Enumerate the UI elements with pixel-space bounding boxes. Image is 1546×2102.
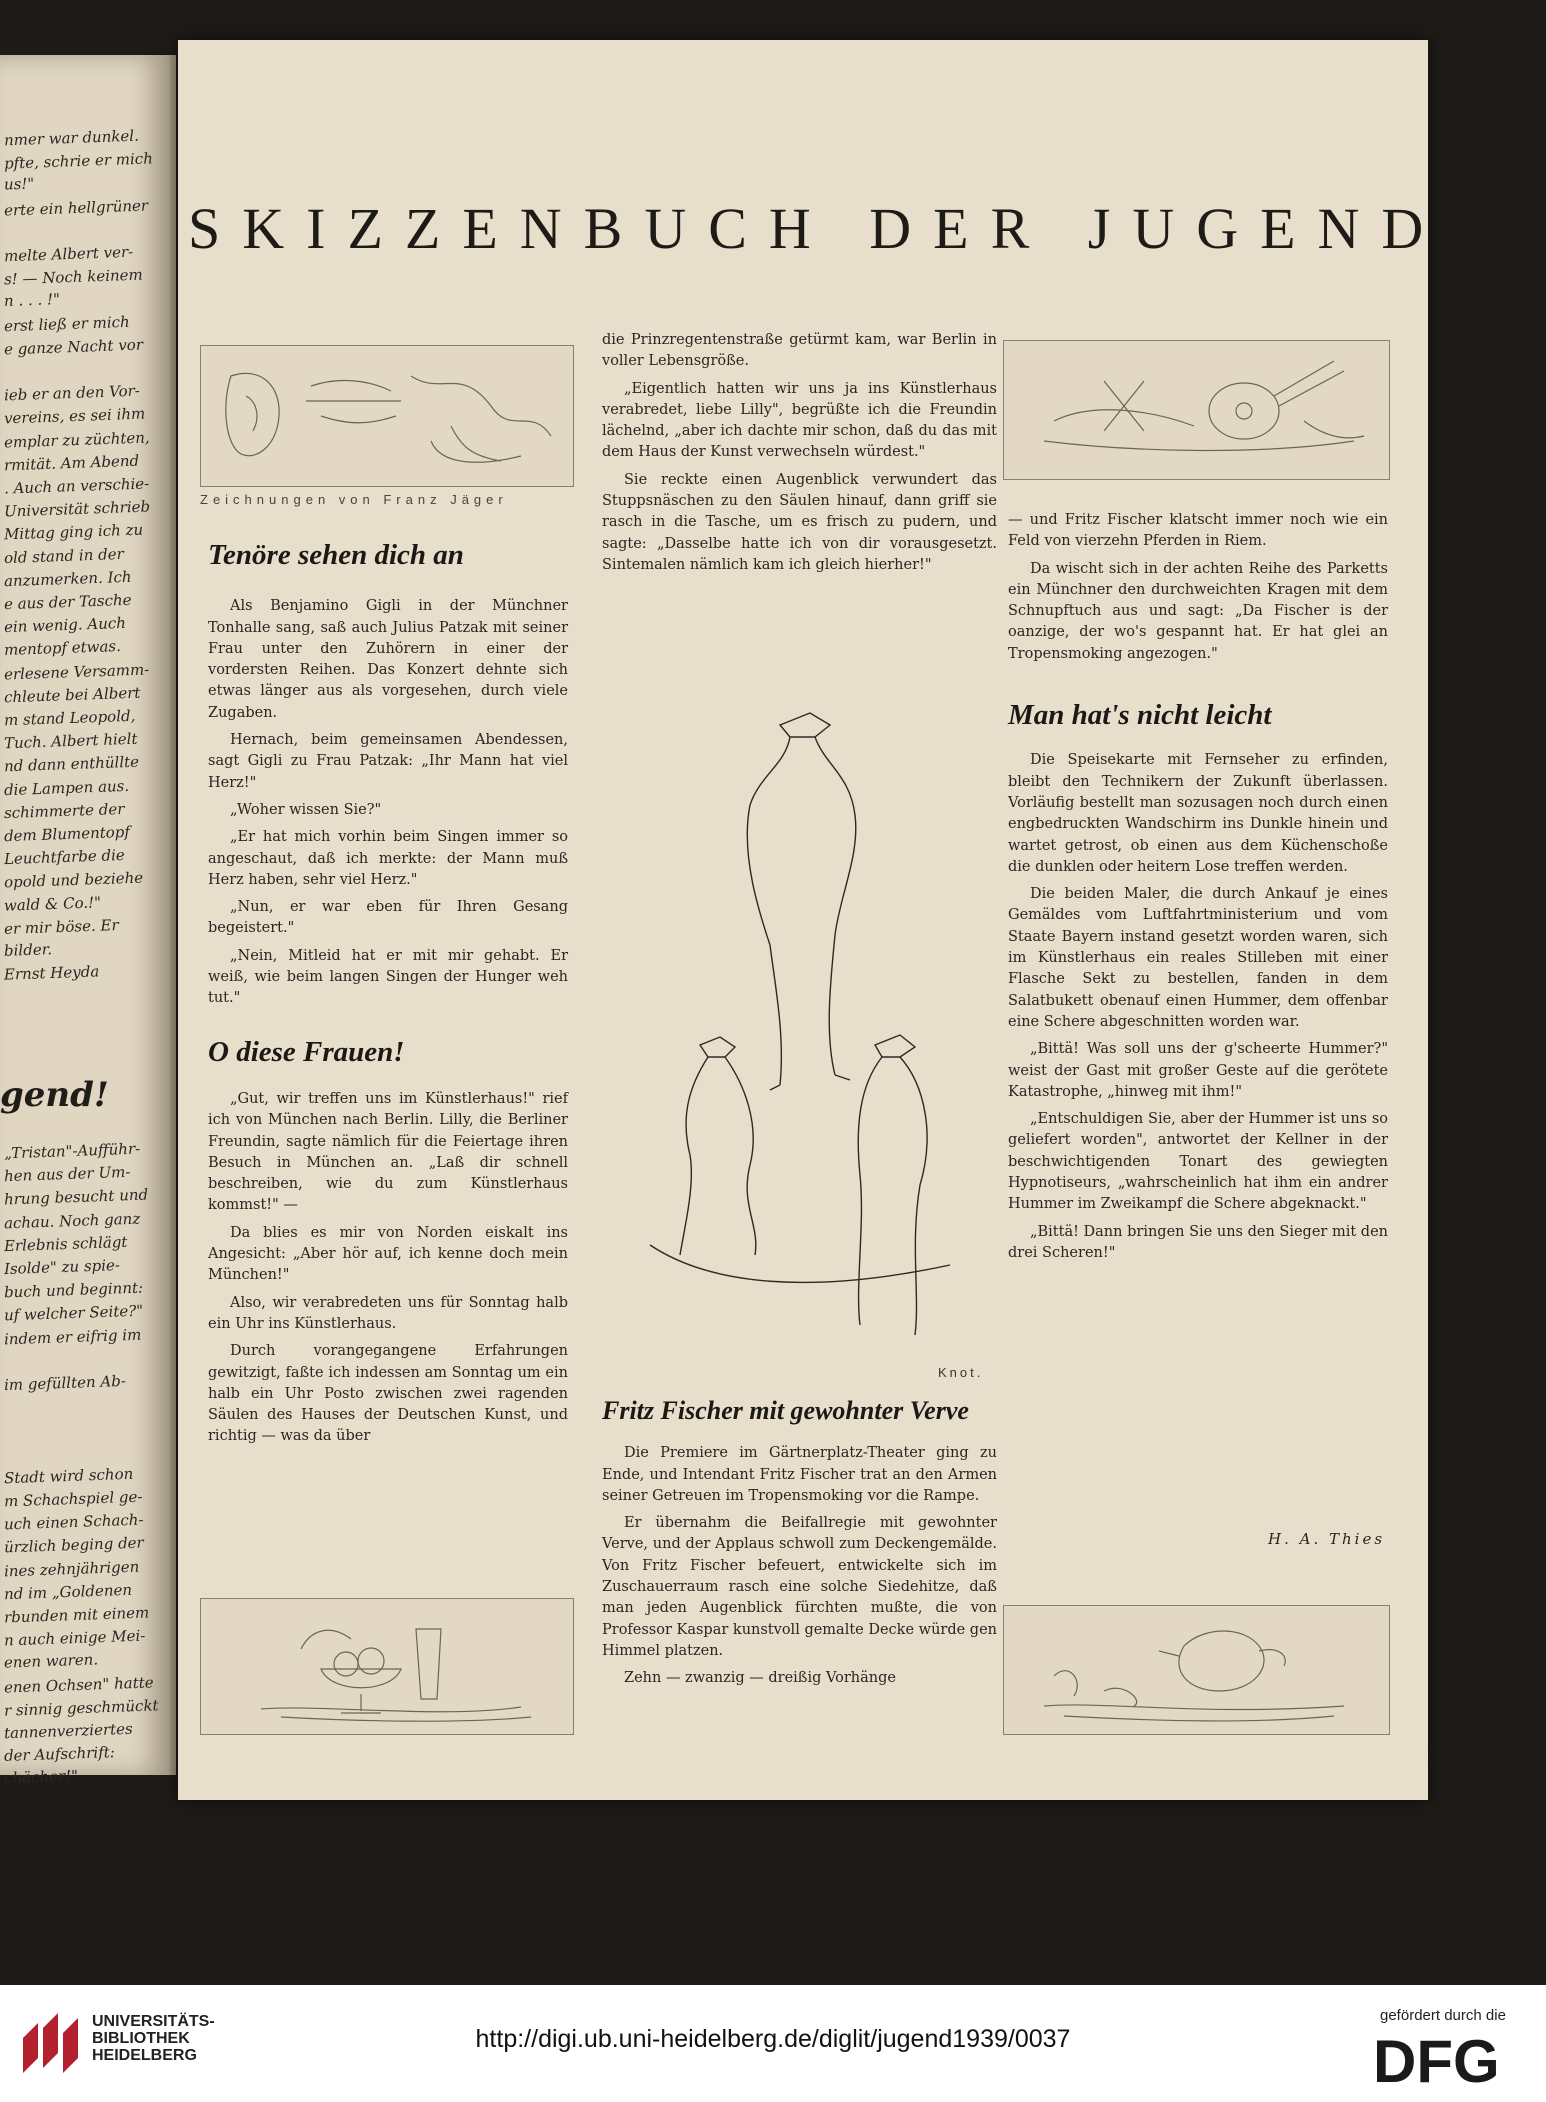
left-page-line: s! — Noch keinem bbox=[3, 265, 144, 289]
sketch-still-life-lute-illustration bbox=[1003, 340, 1390, 480]
paragraph: Als Benjamino Gigli in der Münchner Tonhalle sang, saß auch Julius Patzak mit seiner Frau unter den Zuhörern in einer der vordersten Reihen. Das Konzert dehnte sich etwas länger aus als vorgesehen, durch viele Zugaben. bbox=[208, 598, 568, 721]
left-page-line: ines zehnjährigen bbox=[3, 1557, 140, 1580]
sketch-drawing bbox=[1004, 1606, 1389, 1734]
left-page-line: old stand in der bbox=[3, 544, 125, 567]
paragraph: die Prinzregentenstraße getürmt kam, war Berlin in voller Lebensgröße. bbox=[602, 332, 997, 370]
left-page-line: uf welcher Seite?" bbox=[3, 1301, 144, 1325]
left-page-line: e aus der Tasche bbox=[3, 590, 132, 614]
left-page-line: mentopf etwas. bbox=[3, 637, 122, 660]
paragraph: Er übernahm die Beifallregie mit gewohnter Verve, und der Applaus schwoll zum Deckengemälde. Von Fritz Fischer befeuert, entwickelte sich im Zuschauerraum rasch eine solche Siedehitze, daß man jeden Augenblick fürchten mußte, die von Professor Kaspar kunstvoll gemalte Decke würde gen Himmel platzen. bbox=[602, 1515, 998, 1659]
paragraph: Die Premiere im Gärtnerplatz-Theater ging zu Ende, und Intendant Fritz Fischer trat an den Armen seiner Getreuen im Tropensmoking vor die Rampe. bbox=[602, 1445, 997, 1504]
illustration-credit: Zeichnungen von Franz Jäger bbox=[200, 492, 508, 507]
left-page-line: „Tristan"-Aufführ- bbox=[3, 1139, 141, 1163]
left-page-line: wald & Co.!" bbox=[3, 892, 102, 915]
paragraph: Hernach, beim gemeinsamen Abendessen, sagt Gigli zu Frau Patzak: „Ihr Mann hat viel Herz!" bbox=[208, 732, 568, 791]
left-page-fragment bbox=[0, 55, 176, 1788]
left-page-line: us!" bbox=[3, 174, 35, 194]
paragraph: Da blies es mir von Norden eiskalt ins Angesicht: „Aber hör auf, ich kenne doch mein München!" bbox=[208, 1224, 568, 1284]
left-page-line: rbunden mit einem bbox=[3, 1603, 150, 1627]
left-page-line: Universität schrieb bbox=[3, 497, 151, 521]
left-page-line: n auch einige Mei- bbox=[3, 1626, 146, 1650]
paragraph: „Nein, Mitleid hat er mit mir gehabt. Er weiß, wie beim langen Singen der Hunger weh tut." bbox=[208, 947, 568, 1007]
funding-label: gefördert durch die bbox=[1380, 2007, 1506, 2024]
paragraph: Zehn — zwanzig — dreißig Vorhänge bbox=[624, 1670, 896, 1687]
left-page-line: chächer!" bbox=[3, 1767, 79, 1788]
heading-frauen: O diese Frauen! bbox=[208, 1035, 405, 1068]
left-page-line: Ernst Heyda bbox=[3, 962, 100, 984]
left-page-line: Stadt wird schon bbox=[3, 1464, 134, 1488]
left-page-line: e ganze Nacht vor bbox=[3, 335, 144, 359]
heading-tenoere: Tenöre sehen dich an bbox=[208, 539, 464, 571]
library-name-line: UNIVERSITÄTS- bbox=[92, 2013, 215, 2030]
paragraph: „Entschuldigen Sie, aber der Hummer ist uns so geliefert worden", antwortet der Kellner in der beschwichtigenden Tonart des gewiegten Hypnotiseurs, „wahrscheinlich hat ihm ein andrer Hummer im Zweikampf die Schere abgeknackt." bbox=[1008, 1111, 1388, 1213]
left-page-line: m Schachspiel ge- bbox=[3, 1487, 143, 1511]
sketch-credit: Knot. bbox=[938, 1365, 984, 1380]
paragraph: — und Fritz Fischer klatscht immer noch wie ein Feld von vierzehn Pferden in Riem. bbox=[1008, 512, 1388, 550]
library-name-line: HEIDELBERG bbox=[92, 2047, 197, 2064]
left-page-line: enen Ochsen" hatte bbox=[3, 1672, 154, 1697]
left-page-line: buch und beginnt: bbox=[3, 1278, 144, 1302]
left-page-line: ein wenig. Auch bbox=[3, 614, 127, 637]
left-page-line: erst ließ er mich bbox=[3, 312, 130, 335]
left-page-line: Leuchtfarbe die bbox=[3, 846, 126, 869]
library-name-line: BIBLIOTHEK bbox=[92, 2030, 190, 2047]
column-3 bbox=[1008, 510, 1388, 1270]
left-page-line: enen waren. bbox=[3, 1650, 99, 1673]
left-page-line: achau. Noch ganz bbox=[3, 1209, 141, 1232]
left-page-line: nd dann enthüllte bbox=[3, 753, 140, 776]
paragraph: Da wischt sich in der achten Reihe des Parketts ein Münchner den durchweichten Kragen mit dem Schnupftuch aus und sagt: „Da Fischer is der oanzige, der wo's gespannt hat. Er hat glei an Tropensmoking angezogen." bbox=[1008, 560, 1388, 662]
left-page-line: opold und beziehe bbox=[3, 868, 144, 892]
left-page-line: vereins, es sei ihm bbox=[3, 404, 146, 428]
left-page-line: schimmerte der bbox=[3, 799, 125, 822]
left-page-line: m stand Leopold, bbox=[3, 706, 136, 730]
heading-fischer: Fritz Fischer mit gewohnter Verve bbox=[602, 1396, 969, 1425]
left-page-line: indem er eifrig im bbox=[3, 1325, 142, 1348]
left-page-line: ürzlich beging der bbox=[3, 1533, 144, 1557]
left-page-line: erlesene Versamm- bbox=[3, 660, 150, 684]
left-page-line: Mittag ging ich zu bbox=[3, 520, 144, 544]
left-page-line: . Auch an verschie- bbox=[3, 474, 150, 498]
left-page-line: n . . . !" bbox=[3, 290, 61, 311]
paragraph: „Er hat mich vorhin beim Singen immer so angeschaut, daß ich merkte: der Mann muß Herz haben, sehr viel Herz." bbox=[208, 829, 568, 888]
column-1 bbox=[208, 539, 568, 1454]
dfg-logo-icon bbox=[1373, 2028, 1525, 2095]
left-page-line: erte ein hellgrüner bbox=[3, 196, 149, 220]
left-page-line: hrung besucht und bbox=[3, 1185, 149, 1209]
left-page-line: ieb er an den Vor- bbox=[3, 381, 141, 405]
paragraph: Die beiden Maler, die durch Ankauf je eines Gemäldes vom Luftfahrtministerium und vom Staate Bayern instand gesetzt worden waren, sich im Künstlerhaus ein reales Stilleben mit einer Flasche Sekt zu bestellen, fanden in dem Salatbukett obenauf einen Hummer, dem offenbar eine Schere abgeschnitten worden war. bbox=[1008, 886, 1388, 1030]
left-page-line: rmität. Am Abend bbox=[3, 451, 140, 475]
left-page-line: die Lampen aus. bbox=[3, 776, 130, 799]
left-page-line: Erlebnis schlägt bbox=[3, 1232, 128, 1255]
left-page-line: chleute bei Albert bbox=[3, 683, 141, 707]
left-page-line: im gefüllten Ab- bbox=[3, 1371, 127, 1395]
left-page-line: dem Blumentopf bbox=[3, 822, 131, 846]
left-page-line: melte Albert ver- bbox=[3, 242, 134, 266]
sketch-drawing bbox=[610, 685, 990, 1365]
sketch-head-illustration bbox=[200, 345, 574, 487]
left-page-line: tannenverziertes bbox=[3, 1719, 133, 1743]
left-page-line: pfte, schrie er mich bbox=[3, 149, 154, 173]
paragraph: Durch vorangegangene Erfahrungen gewitzigt, faßte ich indessen am Sonntag um ein halb ein Uhr Posto zwischen zwei ragenden Säulen des Hauses der Deutschen Kunst, und richtig — was da über bbox=[208, 1343, 568, 1445]
page-number: 33 bbox=[1428, 1745, 1451, 1767]
left-page-line: Isolde" zu spie- bbox=[3, 1255, 121, 1279]
paragraph: „Bittä! Was soll uns der g'scheerte Hummer?" weist der Gast mit großer Geste auf die gerötete Katastrophe, „hinweg mit ihm!" bbox=[1008, 1041, 1388, 1100]
paragraph: „Nun, er war eben für Ihren Gesang begeistert." bbox=[208, 899, 568, 937]
left-page-heading: gend! bbox=[0, 1075, 109, 1115]
permalink[interactable]: http://digi.ub.uni-heidelberg.de/diglit/jugend1939/0037 bbox=[475, 2025, 1071, 2053]
paragraph: „Woher wissen Sie?" bbox=[230, 801, 382, 818]
left-page-line: nd im „Goldenen bbox=[3, 1580, 133, 1604]
paragraph: „Gut, wir treffen uns im Künstlerhaus!" rief ich von München nach Berlin. Lilly, die Berliner Freundin, sagte nämlich für die Feiertage ihren Besuch in München an. „Laß dir schnell beschreiben, wie du zum Künstlerhaus kommst!" — bbox=[208, 1090, 568, 1214]
column-2-continued bbox=[602, 1396, 998, 1696]
right-page bbox=[178, 40, 1451, 1800]
left-page-line: bilder. bbox=[3, 940, 53, 960]
left-page-line: er mir böse. Er bbox=[3, 915, 119, 938]
left-page-line: der Aufschrift: bbox=[3, 1743, 116, 1766]
author-signature: H. A. Thies bbox=[1268, 1530, 1386, 1548]
left-page-line: uch einen Schach- bbox=[3, 1510, 144, 1534]
paragraph: Die Speisekarte mit Fernseher zu erfinden, bleibt den Technikern der Zukunft überlassen. Vorläufig bestellt man sozusagen noch durch einen engbedruckten Wandschirm ins Dunkle hinein und wartet getrost, ob einen aus dem Küchenschoße die dunklen oder heitern Lose treffen werden. bbox=[1008, 752, 1388, 875]
heading-leicht: Man hat's nicht leicht bbox=[1008, 699, 1272, 732]
left-page-line: hen aus der Um- bbox=[3, 1162, 131, 1186]
left-page-line: r sinnig geschmückt bbox=[3, 1696, 159, 1720]
sketch-fruit-bowl-illustration bbox=[200, 1598, 574, 1735]
dfg-logo-text: DFG bbox=[1373, 2028, 1500, 2095]
sketch-drawing bbox=[201, 346, 573, 486]
sketch-teapot-illustration bbox=[1003, 1605, 1390, 1735]
paragraph: „Bittä! Dann bringen Sie uns den Sieger mit den drei Scheren!" bbox=[1008, 1223, 1388, 1261]
page-title: SKIZZENBUCH DER JUGEND bbox=[188, 196, 1446, 261]
ink-sketch-three-men bbox=[610, 685, 990, 1365]
digitization-footer bbox=[0, 1985, 1546, 2102]
sketch-drawing bbox=[1004, 341, 1389, 479]
column-2 bbox=[602, 330, 997, 582]
paragraph: Sie reckte einen Augenblick verwundert das Stuppsnäschen zu den Säulen hinauf, dann griff sie rasch in die Tasche, um es frisch zu pudern, und sagte: „Dasselbe hatte ich von dir vorausgesetzt. Sintemalen nämlich kam ich gleich hierher!" bbox=[602, 471, 997, 573]
paragraph: „Eigentlich hatten wir uns ja ins Künstlerhaus verabredet, liebe Lilly", begrüßte ich die Freundin lächelnd, „aber ich dachte mir schon, daß du das mit dem Haus der Kunst verwechseln würdest." bbox=[602, 380, 997, 461]
left-page-line: emplar zu züchten, bbox=[3, 428, 150, 452]
paragraph: Also, wir verabredeten uns für Sonntag halb ein Uhr ins Künstlerhaus. bbox=[208, 1294, 568, 1332]
sketch-drawing bbox=[201, 1599, 573, 1734]
left-page-line: nmer war dunkel. bbox=[3, 126, 140, 150]
left-page-line: Tuch. Albert hielt bbox=[3, 729, 138, 753]
left-page-line: anzumerken. Ich bbox=[3, 567, 132, 591]
